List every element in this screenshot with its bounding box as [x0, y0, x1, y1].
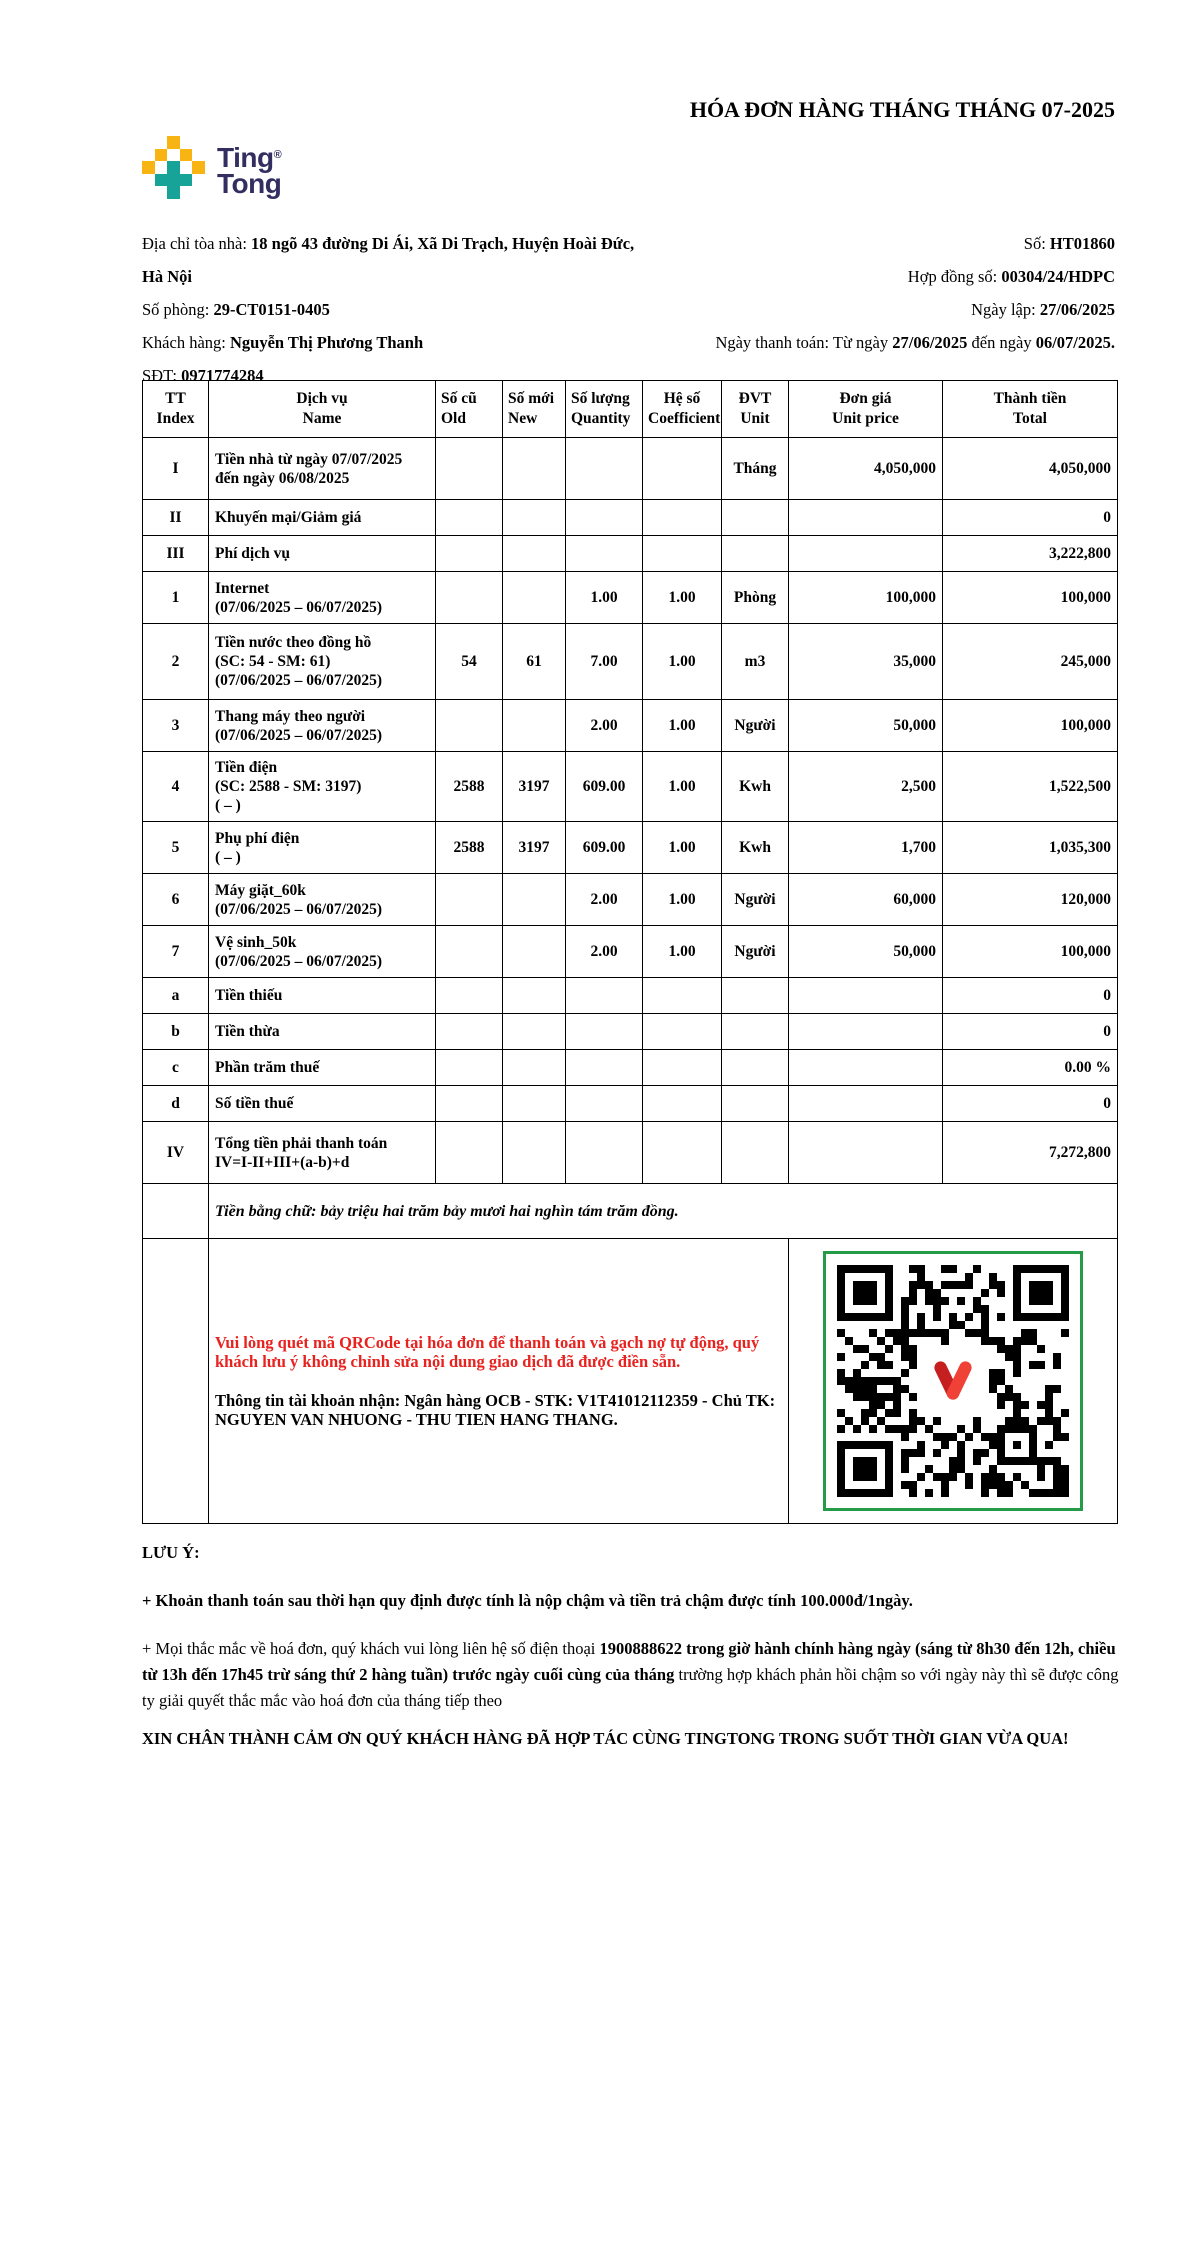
- cell-unit: [722, 1050, 789, 1086]
- text-line: + Mọi thắc mắc về hoá đơn, quý khách vui lòng liên hệ số điện thoại 1900888622 trong giờ hành chính hàng ngày (sáng từ 8h30 đến 12h, chiều từ 13h đến 17h45 trừ sáng thứ 2 hàng tuần) trước ngày cuối cùng của tháng trường hợp khách phản hồi chậm so với ngày này thì sẽ được công ty giải quyết thắc mắc vào hoá đơn của tháng tiếp theo: [142, 1639, 1119, 1710]
- cell-qty: [566, 536, 643, 572]
- cell-name: Tiền nhà từ ngày 07/07/2025 đến ngày 06/08/2025: [209, 438, 436, 500]
- cell-unit: [722, 1086, 789, 1122]
- column-header: Số cũ Old: [436, 381, 503, 438]
- cell-price: 35,000: [789, 624, 943, 700]
- cell-total: 1,522,500: [943, 752, 1118, 822]
- cell-coef: 1.00: [643, 874, 722, 926]
- cell-new: 61: [503, 624, 566, 700]
- cell-new: 3197: [503, 752, 566, 822]
- cell-name: Internet (07/06/2025 – 06/07/2025): [209, 572, 436, 624]
- cell-unit: [722, 536, 789, 572]
- cell-new: [503, 500, 566, 536]
- cell-qty: 609.00: [566, 752, 643, 822]
- table-row: [143, 926, 1118, 978]
- column-header: ĐVT Unit: [722, 381, 789, 438]
- cell-tt: a: [143, 978, 209, 1014]
- table-row: [143, 874, 1118, 926]
- empty-cell: [143, 1239, 209, 1524]
- cell-qty: 2.00: [566, 926, 643, 978]
- cell-old: [436, 572, 503, 624]
- cell-price: 60,000: [789, 874, 943, 926]
- cell-new: 3197: [503, 822, 566, 874]
- cell-name: Thang máy theo người (07/06/2025 – 06/07/2025): [209, 700, 436, 752]
- table-row: [143, 536, 1118, 572]
- cell-total: 7,272,800: [943, 1122, 1118, 1184]
- cell-price: 50,000: [789, 700, 943, 752]
- text-line: XIN CHÂN THÀNH CẢM ƠN QUÝ KHÁCH HÀNG ĐÃ HỢP TÁC CÙNG TINGTONG TRONG SUỐT THỜI GIAN VỪA QUA!: [142, 1729, 1069, 1748]
- cell-new: [503, 1122, 566, 1184]
- column-header: Hệ số Coefficient: [643, 381, 722, 438]
- cell-total: 120,000: [943, 874, 1118, 926]
- cell-name: Phí dịch vụ: [209, 536, 436, 572]
- cell-qty: [566, 1122, 643, 1184]
- cell-coef: 1.00: [643, 926, 722, 978]
- amount-in-words: Tiền bằng chữ: bảy triệu hai trăm bảy mươi hai nghìn tám trăm đồng.: [209, 1184, 1118, 1239]
- cell-total: 100,000: [943, 926, 1118, 978]
- cell-tt: I: [143, 438, 209, 500]
- cell-total: 1,035,300: [943, 822, 1118, 874]
- text-line: Số: HT01860: [1023, 234, 1115, 253]
- cell-old: [436, 1014, 503, 1050]
- cell-unit: Phòng: [722, 572, 789, 624]
- table-row: [143, 624, 1118, 700]
- cell-price: [789, 500, 943, 536]
- cell-tt: c: [143, 1050, 209, 1086]
- amount-in-words-row: [143, 1184, 1118, 1239]
- cell-new: [503, 1014, 566, 1050]
- cell-unit: Người: [722, 700, 789, 752]
- column-header: Đơn giá Unit price: [789, 381, 943, 438]
- cell-tt: 5: [143, 822, 209, 874]
- cell-new: [503, 536, 566, 572]
- cell-old: [436, 978, 503, 1014]
- cell-price: 50,000: [789, 926, 943, 978]
- cell-qty: 2.00: [566, 700, 643, 752]
- cell-total: 0: [943, 1014, 1118, 1050]
- text-line: Địa chỉ tòa nhà: 18 ngõ 43 đường Di Ái, Xã Di Trạch, Huyện Hoài Đức, Hà Nội: [142, 234, 635, 286]
- cell-qty: 1.00: [566, 572, 643, 624]
- qr-note: Vui lòng quét mã QRCode tại hóa đơn để thanh toán và gạch nợ tự động, quý khách lưu ý không chỉnh sửa nội dung giao dịch đã được điền sẵn.: [215, 1333, 760, 1371]
- cell-tt: 2: [143, 624, 209, 700]
- qr-code-cell: [789, 1239, 1118, 1524]
- cell-name: Máy giặt_60k (07/06/2025 – 06/07/2025): [209, 874, 436, 926]
- text-line: Ngày thanh toán: Từ ngày 27/06/2025 đến ngày 06/07/2025.: [715, 333, 1115, 352]
- table-row: [143, 700, 1118, 752]
- cell-qty: [566, 438, 643, 500]
- cell-coef: [643, 536, 722, 572]
- cell-qty: [566, 1014, 643, 1050]
- table-row: [143, 1050, 1118, 1086]
- table-row: [143, 978, 1118, 1014]
- cell-total: 245,000: [943, 624, 1118, 700]
- invoice-title: HÓA ĐƠN HÀNG THÁNG THÁNG 07-2025: [689, 97, 1115, 122]
- table-row: [143, 500, 1118, 536]
- cell-coef: 1.00: [643, 752, 722, 822]
- cell-old: [436, 500, 503, 536]
- cell-coef: [643, 500, 722, 536]
- text-line: Hợp đồng số: 00304/24/HDPC: [907, 267, 1115, 286]
- cell-tt: IV: [143, 1122, 209, 1184]
- cell-new: [503, 572, 566, 624]
- cell-price: [789, 1086, 943, 1122]
- cell-tt: III: [143, 536, 209, 572]
- cell-total: 0: [943, 500, 1118, 536]
- cell-price: [789, 536, 943, 572]
- cell-tt: II: [143, 500, 209, 536]
- cell-new: [503, 874, 566, 926]
- cell-unit: Người: [722, 874, 789, 926]
- cell-old: [436, 1086, 503, 1122]
- cell-name: Khuyến mại/Giảm giá: [209, 500, 436, 536]
- table-row: [143, 572, 1118, 624]
- cell-unit: [722, 500, 789, 536]
- cell-coef: 1.00: [643, 572, 722, 624]
- cell-new: [503, 1086, 566, 1122]
- cell-coef: 1.00: [643, 624, 722, 700]
- cell-unit: Kwh: [722, 822, 789, 874]
- column-header: TT Index: [143, 381, 209, 438]
- invoice-meta: [555, 227, 1115, 359]
- tingtong-logo-icon: [142, 136, 204, 198]
- qr-row: [143, 1239, 1118, 1524]
- cell-price: 1,700: [789, 822, 943, 874]
- cell-total: 3,222,800: [943, 536, 1118, 572]
- cell-coef: [643, 1050, 722, 1086]
- table-row: [143, 1086, 1118, 1122]
- cell-unit: [722, 1014, 789, 1050]
- text-line: Ngày lập: 27/06/2025: [971, 300, 1115, 319]
- cell-name: Vệ sinh_50k (07/06/2025 – 06/07/2025): [209, 926, 436, 978]
- cell-old: [436, 700, 503, 752]
- cell-new: [503, 1050, 566, 1086]
- cell-name: Tổng tiền phải thanh toán IV=I-II+III+(a-b)+d: [209, 1122, 436, 1184]
- cell-old: [436, 438, 503, 500]
- cell-name: Tiền thừa: [209, 1014, 436, 1050]
- table-row: [143, 822, 1118, 874]
- table-header: [143, 381, 1118, 438]
- cell-price: [789, 1014, 943, 1050]
- cell-qty: [566, 1086, 643, 1122]
- qr-center-v-icon: [927, 1355, 979, 1407]
- cell-unit: Kwh: [722, 752, 789, 822]
- cell-name: Phần trăm thuế: [209, 1050, 436, 1086]
- cell-qty: 7.00: [566, 624, 643, 700]
- text-line: SĐT: 0971774284: [142, 366, 264, 385]
- cell-tt: 1: [143, 572, 209, 624]
- cell-coef: 1.00: [643, 700, 722, 752]
- bank-account-info: Thông tin tài khoản nhận: Ngân hàng OCB - STK: V1T41012112359 - Chủ TK: NGUYEN VAN NHUONG - THU TIEN HANG THANG.: [215, 1391, 776, 1429]
- cell-name: Tiền nước theo đồng hồ (SC: 54 - SM: 61) (07/06/2025 – 06/07/2025): [209, 624, 436, 700]
- cell-price: [789, 1122, 943, 1184]
- cell-qty: [566, 978, 643, 1014]
- cell-name: Tiền thiếu: [209, 978, 436, 1014]
- payment-instructions: [209, 1239, 789, 1524]
- cell-name: Tiền điện (SC: 2588 - SM: 3197) ( – ): [209, 752, 436, 822]
- cell-price: 2,500: [789, 752, 943, 822]
- cell-unit: [722, 978, 789, 1014]
- cell-new: [503, 438, 566, 500]
- cell-tt: d: [143, 1086, 209, 1122]
- table-body: [143, 438, 1118, 1184]
- cell-name: Số tiền thuế: [209, 1086, 436, 1122]
- cell-new: [503, 978, 566, 1014]
- cell-unit: Tháng: [722, 438, 789, 500]
- cell-qty: 2.00: [566, 874, 643, 926]
- table-row: [143, 438, 1118, 500]
- tingtong-logo-text: Ting® Tong: [217, 142, 282, 199]
- column-header: Thành tiền Total: [943, 381, 1118, 438]
- cell-tt: 7: [143, 926, 209, 978]
- cell-qty: [566, 1050, 643, 1086]
- empty-cell: [143, 1184, 209, 1239]
- cell-price: [789, 978, 943, 1014]
- cell-new: [503, 926, 566, 978]
- cell-total: 0: [943, 1086, 1118, 1122]
- column-header: Dịch vụ Name: [209, 381, 436, 438]
- cell-tt: 6: [143, 874, 209, 926]
- text-line: Số phòng: 29-CT0151-0405: [142, 300, 330, 319]
- cell-tt: b: [143, 1014, 209, 1050]
- table-row: [143, 1122, 1118, 1184]
- cell-total: 0: [943, 978, 1118, 1014]
- cell-unit: [722, 1122, 789, 1184]
- cell-old: [436, 1050, 503, 1086]
- cell-unit: m3: [722, 624, 789, 700]
- cell-total: 100,000: [943, 572, 1118, 624]
- cell-unit: Người: [722, 926, 789, 978]
- qr-code: [823, 1251, 1083, 1511]
- column-header: Số mới New: [503, 381, 566, 438]
- cell-qty: [566, 500, 643, 536]
- text-line: + Khoản thanh toán sau thời hạn quy định được tính là nộp chậm và tiền trả chậm được tính 100.000đ/1ngày.: [142, 1591, 913, 1610]
- cell-price: [789, 1050, 943, 1086]
- cell-coef: 1.00: [643, 822, 722, 874]
- tingtong-logo: [142, 136, 281, 198]
- cell-name: Phụ phí điện ( – ): [209, 822, 436, 874]
- text-line: Khách hàng: Nguyễn Thị Phương Thanh: [142, 333, 424, 352]
- column-header: Số lượng Quantity: [566, 381, 643, 438]
- cell-qty: 609.00: [566, 822, 643, 874]
- invoice-table: [142, 380, 1118, 1524]
- cell-coef: [643, 978, 722, 1014]
- table-row: [143, 752, 1118, 822]
- cell-old: 2588: [436, 822, 503, 874]
- cell-old: [436, 536, 503, 572]
- cell-new: [503, 700, 566, 752]
- cell-coef: [643, 1086, 722, 1122]
- cell-old: [436, 926, 503, 978]
- cell-coef: [643, 1014, 722, 1050]
- cell-old: 54: [436, 624, 503, 700]
- cell-old: [436, 874, 503, 926]
- cell-old: 2588: [436, 752, 503, 822]
- cell-total: 4,050,000: [943, 438, 1118, 500]
- cell-tt: 3: [143, 700, 209, 752]
- cell-total: 100,000: [943, 700, 1118, 752]
- cell-old: [436, 1122, 503, 1184]
- cell-coef: [643, 438, 722, 500]
- table-row: [143, 1014, 1118, 1050]
- cell-price: 4,050,000: [789, 438, 943, 500]
- cell-price: 100,000: [789, 572, 943, 624]
- cell-tt: 4: [143, 752, 209, 822]
- footer-notes: [142, 1540, 1120, 1774]
- cell-total: 0.00 %: [943, 1050, 1118, 1086]
- cell-coef: [643, 1122, 722, 1184]
- text-line: LƯU Ý:: [142, 1543, 200, 1562]
